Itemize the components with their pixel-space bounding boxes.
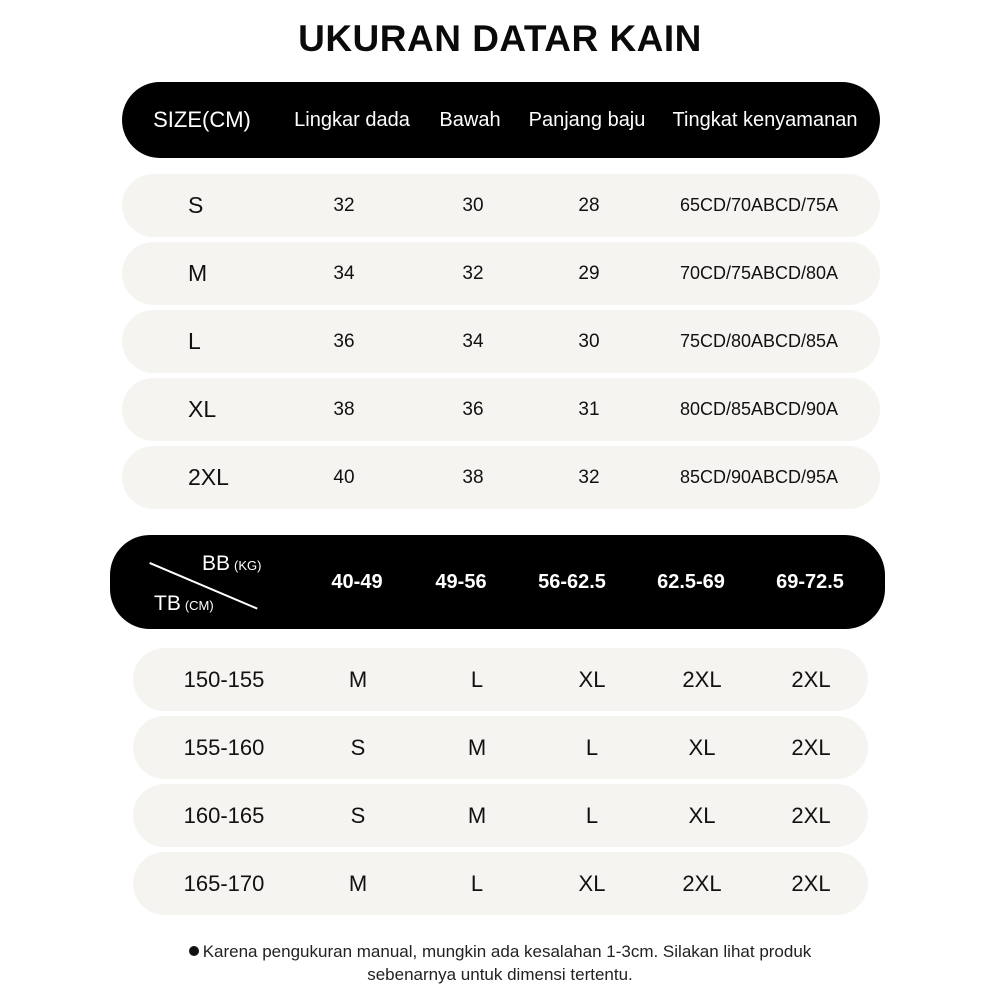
header-bawah: Bawah [439, 109, 501, 131]
table-row [133, 648, 868, 711]
table-row [133, 852, 868, 915]
weight-table-header [110, 535, 885, 629]
size-cell: XL [188, 396, 217, 422]
weight-range: 69-72.5 [776, 571, 844, 593]
table-row [122, 242, 880, 305]
bullet-icon [189, 946, 199, 956]
panjang-cell: 31 [578, 399, 600, 420]
height-cell: 150-155 [183, 667, 265, 692]
weight-range: 49-56 [435, 571, 487, 593]
header-size: SIZE(CM) [153, 107, 251, 132]
header-tingkat-kenyamanan: Tingkat kenyamanan [672, 109, 858, 131]
panjang-cell: 28 [578, 195, 600, 216]
size-cell: 2XL [791, 803, 831, 828]
weight-range: 56-62.5 [538, 571, 606, 593]
lingkar-cell: 36 [333, 331, 355, 352]
table-row [122, 174, 880, 237]
panjang-cell: 32 [578, 467, 600, 488]
bawah-cell: 32 [462, 263, 484, 284]
size-cell: XL [688, 735, 716, 760]
size-cell: 2XL [791, 735, 831, 760]
weight-range: 40-49 [331, 571, 383, 593]
height-cell: 155-160 [183, 735, 265, 760]
size-table-header [122, 82, 880, 158]
size-cell: XL [578, 667, 606, 692]
table-row [122, 310, 880, 373]
bawah-cell: 36 [462, 399, 484, 420]
panjang-cell: 29 [578, 263, 600, 284]
size-cell: M [188, 260, 208, 286]
fit-cell: 70CD/75ABCD/80A [679, 263, 839, 283]
bb-unit: (KG) [234, 558, 262, 573]
table-row [122, 378, 880, 441]
size-cell: L [585, 735, 599, 760]
fit-cell: 75CD/80ABCD/85A [679, 331, 839, 351]
size-cell: XL [688, 803, 716, 828]
footnote-line-2: sebenarnya untuk dimensi tertentu. [367, 965, 633, 984]
table-row [133, 784, 868, 847]
size-cell: XL [578, 871, 606, 896]
size-cell: M [348, 667, 368, 692]
table-row [122, 446, 880, 509]
lingkar-cell: 34 [333, 263, 355, 284]
fit-cell: 80CD/85ABCD/90A [679, 399, 839, 419]
size-cell: 2XL [791, 871, 831, 896]
footnote [0, 940, 1000, 986]
fit-cell: 85CD/90ABCD/95A [679, 467, 839, 487]
fit-cell: 65CD/70ABCD/75A [679, 195, 839, 215]
lingkar-cell: 38 [333, 399, 355, 420]
tb-unit: (CM) [184, 598, 214, 613]
header-panjang-baju: Panjang baju [528, 109, 646, 131]
size-cell: M [348, 871, 368, 896]
bawah-cell: 30 [462, 195, 484, 216]
footnote-line-1: Karena pengukuran manual, mungkin ada kesalahan 1-3cm. Silakan lihat produk [202, 942, 812, 961]
size-cell: L [470, 871, 484, 896]
size-cell: L [585, 803, 599, 828]
size-cell: S [350, 735, 366, 760]
weight-range: 62.5-69 [657, 571, 725, 593]
size-cell: 2XL [791, 667, 831, 692]
size-cell: 2XL [682, 871, 722, 896]
lingkar-cell: 32 [333, 195, 355, 216]
size-cell: S [350, 803, 366, 828]
table-row [133, 716, 868, 779]
size-cell: S [188, 192, 204, 218]
height-cell: 165-170 [183, 871, 265, 896]
size-cell: L [470, 667, 484, 692]
bawah-cell: 38 [462, 467, 484, 488]
size-cell: M [467, 803, 487, 828]
tb-label: TB (CM) [154, 592, 214, 615]
header-lingkar-dada: Lingkar dada [294, 109, 410, 131]
lingkar-cell: 40 [333, 467, 355, 488]
size-cell: M [467, 735, 487, 760]
page-title: UKURAN DATAR KAIN [298, 18, 702, 59]
size-cell: 2XL [682, 667, 722, 692]
panjang-cell: 30 [578, 331, 600, 352]
size-cell: L [188, 328, 201, 354]
size-cell: 2XL [188, 464, 229, 490]
height-cell: 160-165 [183, 803, 265, 828]
bawah-cell: 34 [462, 331, 484, 352]
bb-label: BB (KG) [202, 552, 262, 575]
